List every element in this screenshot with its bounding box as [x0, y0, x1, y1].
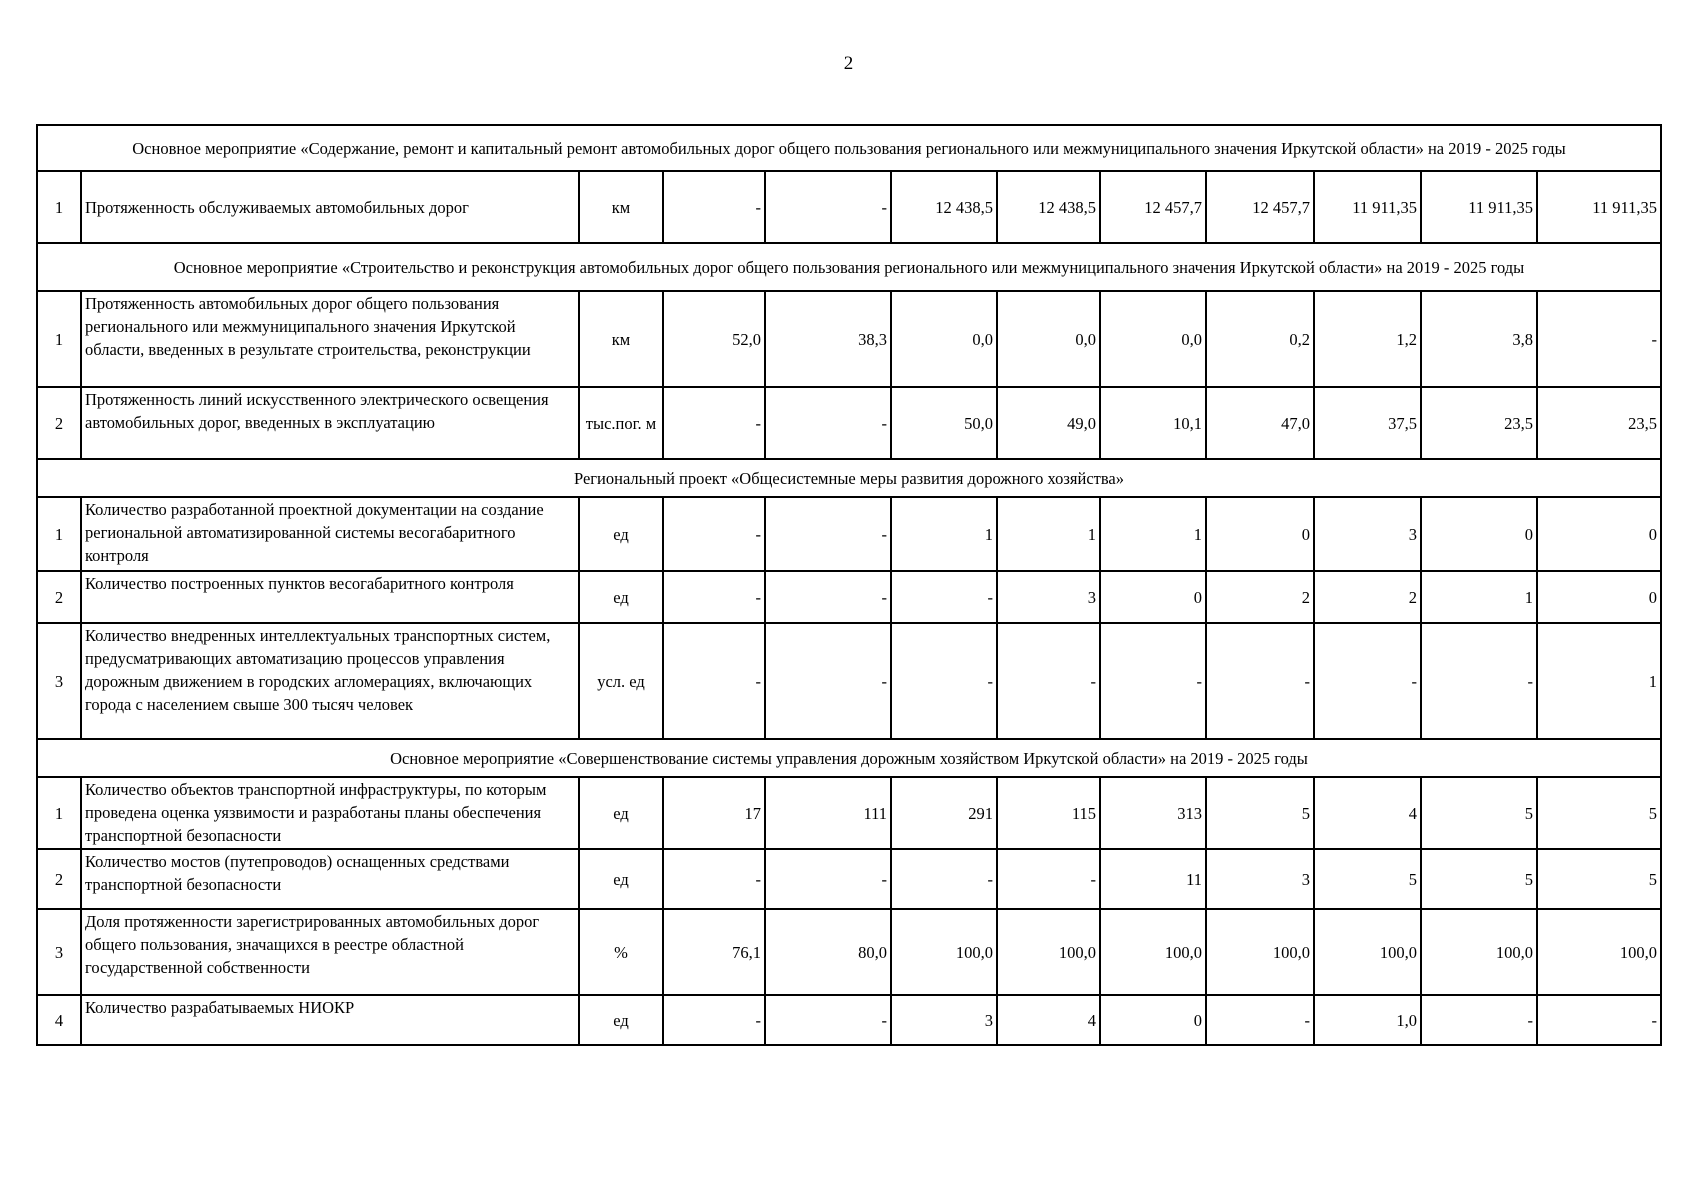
value-cell: -	[663, 387, 765, 459]
value-cell: 52,0	[663, 291, 765, 387]
row-number: 2	[37, 571, 81, 623]
value-cell: -	[1206, 995, 1314, 1045]
value-cell: -	[765, 849, 891, 909]
value-cell: -	[765, 387, 891, 459]
value-cell: 5	[1421, 849, 1537, 909]
value-cell: -	[663, 497, 765, 571]
row-number: 3	[37, 623, 81, 739]
value-cell: -	[1314, 623, 1421, 739]
value-cell: 49,0	[997, 387, 1100, 459]
value-cell: 0,2	[1206, 291, 1314, 387]
value-cell: 5	[1206, 777, 1314, 849]
value-cell: -	[663, 995, 765, 1045]
value-cell: 50,0	[891, 387, 997, 459]
value-cell: -	[765, 571, 891, 623]
value-cell: 4	[1314, 777, 1421, 849]
value-cell: 3	[1314, 497, 1421, 571]
value-cell: 0,0	[891, 291, 997, 387]
value-cell: 12 438,5	[997, 171, 1100, 243]
table-row	[37, 777, 1661, 849]
value-cell: 76,1	[663, 909, 765, 995]
unit-cell: ед	[579, 849, 663, 909]
unit-cell: тыс.пог. м	[579, 387, 663, 459]
value-cell: 5	[1537, 777, 1661, 849]
value-cell: -	[765, 995, 891, 1045]
section-title: Региональный проект «Общесистемные меры развития дорожного хозяйства»	[37, 459, 1661, 497]
section-header-row	[37, 739, 1661, 777]
value-cell: 0	[1537, 571, 1661, 623]
value-cell: -	[1537, 995, 1661, 1045]
unit-cell: усл. ед	[579, 623, 663, 739]
value-cell: 5	[1421, 777, 1537, 849]
indicator-name: Протяженность обслуживаемых автомобильных дорог	[81, 171, 579, 243]
value-cell: 23,5	[1421, 387, 1537, 459]
section-title: Основное мероприятие «Строительство и реконструкция автомобильных дорог общего пользования регионального или межмуниципального значения Иркутской области» на 2019 - 2025 годы	[37, 243, 1661, 291]
value-cell: 100,0	[997, 909, 1100, 995]
page-number: 2	[843, 53, 854, 74]
row-number: 2	[37, 849, 81, 909]
value-cell: -	[891, 623, 997, 739]
indicator-name: Доля протяженности зарегистрированных автомобильных дорог общего пользования, значащихся в реестре областной государственной собственности	[81, 909, 579, 995]
value-cell: 2	[1314, 571, 1421, 623]
indicator-name: Количество разработанной проектной документации на создание региональной автоматизированной системы весогабаритного контроля	[81, 497, 579, 571]
indicator-name: Количество мостов (путепроводов) оснащенных средствами транспортной безопасности	[81, 849, 579, 909]
value-cell: 0	[1421, 497, 1537, 571]
table-row	[37, 995, 1661, 1045]
indicator-name: Количество разрабатываемых НИОКР	[81, 995, 579, 1045]
table-row	[37, 909, 1661, 995]
row-number: 1	[37, 291, 81, 387]
unit-cell: км	[579, 291, 663, 387]
indicator-name: Количество объектов транспортной инфраструктуры, по которым проведена оценка уязвимости и разработаны планы обеспечения транспортной безопасности	[81, 777, 579, 849]
table-row	[37, 291, 1661, 387]
value-cell: 1	[1537, 623, 1661, 739]
unit-cell: ед	[579, 777, 663, 849]
table-row	[37, 623, 1661, 739]
value-cell: 47,0	[1206, 387, 1314, 459]
value-cell: 1,0	[1314, 995, 1421, 1045]
value-cell: -	[997, 623, 1100, 739]
value-cell: 3,8	[1421, 291, 1537, 387]
value-cell: -	[891, 849, 997, 909]
value-cell: 0	[1100, 995, 1206, 1045]
unit-cell: %	[579, 909, 663, 995]
value-cell: 100,0	[1314, 909, 1421, 995]
value-cell: 12 457,7	[1206, 171, 1314, 243]
value-cell: -	[1421, 995, 1537, 1045]
value-cell: 11	[1100, 849, 1206, 909]
row-number: 2	[37, 387, 81, 459]
value-cell: 0	[1537, 497, 1661, 571]
value-cell: -	[663, 171, 765, 243]
row-number: 4	[37, 995, 81, 1045]
value-cell: -	[891, 571, 997, 623]
value-cell: 80,0	[765, 909, 891, 995]
section-header-row	[37, 125, 1661, 171]
value-cell: 111	[765, 777, 891, 849]
value-cell: -	[663, 623, 765, 739]
unit-cell: ед	[579, 995, 663, 1045]
value-cell: 4	[997, 995, 1100, 1045]
value-cell: 11 911,35	[1537, 171, 1661, 243]
value-cell: -	[765, 623, 891, 739]
value-cell: 1	[1100, 497, 1206, 571]
value-cell: 12 457,7	[1100, 171, 1206, 243]
value-cell: 291	[891, 777, 997, 849]
table-row	[37, 497, 1661, 571]
value-cell: 100,0	[1206, 909, 1314, 995]
value-cell: 5	[1314, 849, 1421, 909]
table-body	[37, 125, 1661, 1045]
indicators-table	[36, 124, 1662, 1046]
value-cell: 1,2	[1314, 291, 1421, 387]
unit-cell: ед	[579, 571, 663, 623]
value-cell: 100,0	[1537, 909, 1661, 995]
value-cell: 313	[1100, 777, 1206, 849]
value-cell: 115	[997, 777, 1100, 849]
row-number: 1	[37, 777, 81, 849]
section-header-row	[37, 459, 1661, 497]
value-cell: -	[997, 849, 1100, 909]
value-cell: 11 911,35	[1421, 171, 1537, 243]
value-cell: 1	[997, 497, 1100, 571]
value-cell: 0,0	[997, 291, 1100, 387]
indicator-name: Количество внедренных интеллектуальных транспортных систем, предусматривающих автоматизацию процессов управления дорожным движением в городских агломерациях, включающих города с населением свыше 300 тысяч человек	[81, 623, 579, 739]
value-cell: -	[765, 497, 891, 571]
indicator-name: Протяженность линий искусственного электрического освещения автомобильных дорог, введенных в эксплуатацию	[81, 387, 579, 459]
value-cell: 38,3	[765, 291, 891, 387]
value-cell: 10,1	[1100, 387, 1206, 459]
value-cell: 12 438,5	[891, 171, 997, 243]
indicator-name: Протяженность автомобильных дорог общего пользования регионального или межмуниципального значения Иркутской области, введенных в результате строительства, реконструкции	[81, 291, 579, 387]
value-cell: 0,0	[1100, 291, 1206, 387]
value-cell: -	[1100, 623, 1206, 739]
unit-cell: км	[579, 171, 663, 243]
unit-cell: ед	[579, 497, 663, 571]
section-title: Основное мероприятие «Содержание, ремонт и капитальный ремонт автомобильных дорог общего пользования регионального или межмуниципального значения Иркутской области» на 2019 - 2025 годы	[37, 125, 1661, 171]
value-cell: 37,5	[1314, 387, 1421, 459]
value-cell: -	[1206, 623, 1314, 739]
table-row	[37, 387, 1661, 459]
value-cell: 100,0	[891, 909, 997, 995]
value-cell: -	[1421, 623, 1537, 739]
value-cell: 100,0	[1421, 909, 1537, 995]
section-header-row	[37, 243, 1661, 291]
section-title: Основное мероприятие «Совершенствование системы управления дорожным хозяйством Иркутской области» на 2019 - 2025 годы	[37, 739, 1661, 777]
value-cell: 1	[891, 497, 997, 571]
value-cell: 17	[663, 777, 765, 849]
indicator-name: Количество построенных пунктов весогабаритного контроля	[81, 571, 579, 623]
value-cell: 23,5	[1537, 387, 1661, 459]
value-cell: 1	[1421, 571, 1537, 623]
value-cell: -	[663, 849, 765, 909]
table-row	[37, 171, 1661, 243]
value-cell: 0	[1206, 497, 1314, 571]
value-cell: -	[1537, 291, 1661, 387]
value-cell: 0	[1100, 571, 1206, 623]
value-cell: 2	[1206, 571, 1314, 623]
row-number: 1	[37, 497, 81, 571]
table-row	[37, 571, 1661, 623]
row-number: 1	[37, 171, 81, 243]
value-cell: 11 911,35	[1314, 171, 1421, 243]
value-cell: 100,0	[1100, 909, 1206, 995]
value-cell: -	[765, 171, 891, 243]
value-cell: 5	[1537, 849, 1661, 909]
value-cell: 3	[997, 571, 1100, 623]
row-number: 3	[37, 909, 81, 995]
table-row	[37, 849, 1661, 909]
value-cell: -	[663, 571, 765, 623]
value-cell: 3	[1206, 849, 1314, 909]
value-cell: 3	[891, 995, 997, 1045]
